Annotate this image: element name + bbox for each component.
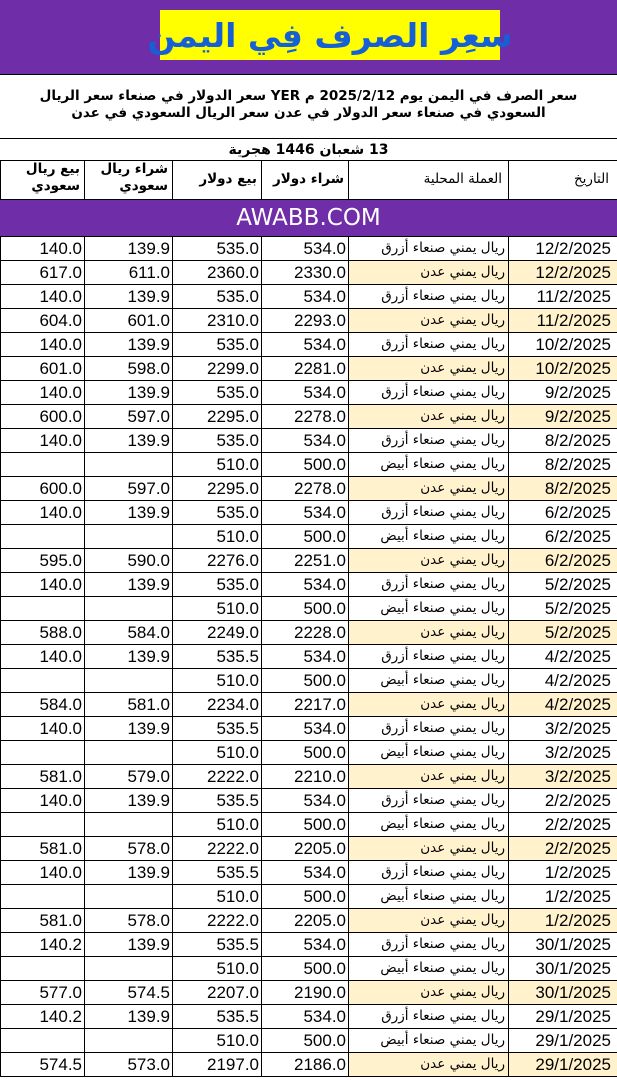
cell-usd-sell: 2276.0 <box>172 549 261 572</box>
cell-date: 10/2/2025 <box>508 357 617 380</box>
cell-currency: ريال يمني صنعاء أبيض <box>348 669 508 692</box>
cell-sar-buy: 579.0 <box>84 765 172 788</box>
cell-date: 1/2/2025 <box>508 909 617 932</box>
cell-date: 2/2/2025 <box>508 813 617 836</box>
cell-usd-sell: 2197.0 <box>172 1053 261 1076</box>
cell-currency: ريال يمني صنعاء أزرق <box>348 861 508 884</box>
cell-usd-buy: 534.0 <box>261 573 348 596</box>
table-row <box>0 549 617 573</box>
cell-sar-buy: 139.9 <box>84 333 172 356</box>
cell-sar-sell <box>0 1029 84 1052</box>
cell-sar-sell: 140.0 <box>0 237 84 260</box>
cell-sar-sell <box>0 597 84 620</box>
cell-date: 5/2/2025 <box>508 597 617 620</box>
cell-usd-buy: 500.0 <box>261 885 348 908</box>
table-row <box>0 405 617 429</box>
cell-usd-buy: 500.0 <box>261 813 348 836</box>
table-row <box>0 813 617 837</box>
cell-usd-buy: 2205.0 <box>261 909 348 932</box>
cell-usd-sell: 510.0 <box>172 453 261 476</box>
cell-usd-buy: 534.0 <box>261 717 348 740</box>
table-row <box>0 741 617 765</box>
cell-sar-sell: 584.0 <box>0 693 84 716</box>
cell-sar-buy: 590.0 <box>84 549 172 572</box>
cell-date: 3/2/2025 <box>508 717 617 740</box>
cell-currency: ريال يمني عدن <box>348 765 508 788</box>
cell-usd-buy: 500.0 <box>261 525 348 548</box>
cell-sar-buy: 598.0 <box>84 357 172 380</box>
cell-usd-sell: 2234.0 <box>172 693 261 716</box>
cell-usd-sell: 510.0 <box>172 741 261 764</box>
cell-currency: ريال يمني صنعاء أزرق <box>348 285 508 308</box>
cell-date: 6/2/2025 <box>508 549 617 572</box>
cell-date: 4/2/2025 <box>508 693 617 716</box>
cell-usd-sell: 2249.0 <box>172 621 261 644</box>
cell-sar-sell: 574.5 <box>0 1053 84 1076</box>
cell-currency: ريال يمني صنعاء أزرق <box>348 1005 508 1028</box>
cell-usd-sell: 2360.0 <box>172 261 261 284</box>
cell-sar-buy: 139.9 <box>84 789 172 812</box>
cell-currency: ريال يمني صنعاء أبيض <box>348 597 508 620</box>
cell-sar-sell: 140.0 <box>0 285 84 308</box>
cell-usd-sell: 510.0 <box>172 813 261 836</box>
cell-date: 8/2/2025 <box>508 477 617 500</box>
table-row <box>0 453 617 477</box>
cell-usd-buy: 534.0 <box>261 333 348 356</box>
cell-usd-sell: 535.5 <box>172 645 261 668</box>
cell-usd-sell: 2295.0 <box>172 405 261 428</box>
cell-usd-buy: 2293.0 <box>261 309 348 332</box>
cell-date: 3/2/2025 <box>508 741 617 764</box>
cell-date: 6/2/2025 <box>508 501 617 524</box>
cell-currency: ريال يمني عدن <box>348 405 508 428</box>
cell-sar-sell: 140.0 <box>0 861 84 884</box>
cell-sar-sell: 140.0 <box>0 717 84 740</box>
cell-sar-sell: 581.0 <box>0 909 84 932</box>
cell-sar-sell: 577.0 <box>0 981 84 1004</box>
cell-sar-sell: 140.0 <box>0 429 84 452</box>
cell-sar-buy: 574.5 <box>84 981 172 1004</box>
cell-sar-buy: 139.9 <box>84 573 172 596</box>
cell-sar-sell <box>0 525 84 548</box>
cell-sar-sell: 140.0 <box>0 381 84 404</box>
header-date: التاريخ <box>508 161 617 199</box>
cell-usd-buy: 534.0 <box>261 501 348 524</box>
cell-usd-sell: 510.0 <box>172 597 261 620</box>
cell-currency: ريال يمني صنعاء أزرق <box>348 429 508 452</box>
cell-usd-sell: 510.0 <box>172 1029 261 1052</box>
table-row <box>0 957 617 981</box>
cell-currency: ريال يمني عدن <box>348 909 508 932</box>
cell-date: 2/2/2025 <box>508 837 617 860</box>
cell-sar-buy: 573.0 <box>84 1053 172 1076</box>
table-row <box>0 645 617 669</box>
cell-usd-buy: 2217.0 <box>261 693 348 716</box>
cell-usd-buy: 534.0 <box>261 381 348 404</box>
cell-usd-sell: 2295.0 <box>172 477 261 500</box>
table-row <box>0 525 617 549</box>
cell-usd-buy: 534.0 <box>261 1005 348 1028</box>
table-row <box>0 909 617 933</box>
cell-usd-buy: 2190.0 <box>261 981 348 1004</box>
header-usd-buy: شراء دولار <box>261 161 348 199</box>
table-header <box>0 161 617 200</box>
cell-usd-buy: 534.0 <box>261 645 348 668</box>
cell-date: 12/2/2025 <box>508 237 617 260</box>
cell-currency: ريال يمني عدن <box>348 261 508 284</box>
cell-sar-buy: 139.9 <box>84 717 172 740</box>
cell-usd-sell: 535.5 <box>172 933 261 956</box>
rates-table-body <box>0 237 617 1077</box>
cell-currency: ريال يمني صنعاء أبيض <box>348 741 508 764</box>
cell-sar-buy: 597.0 <box>84 405 172 428</box>
cell-date: 29/1/2025 <box>508 1053 617 1076</box>
cell-sar-buy: 139.9 <box>84 237 172 260</box>
cell-date: 6/2/2025 <box>508 525 617 548</box>
table-row <box>0 1053 617 1077</box>
cell-usd-buy: 534.0 <box>261 237 348 260</box>
cell-usd-buy: 534.0 <box>261 861 348 884</box>
cell-date: 11/2/2025 <box>508 285 617 308</box>
table-row <box>0 981 617 1005</box>
cell-sar-buy: 139.9 <box>84 501 172 524</box>
header-currency: العملة المحلية <box>348 161 508 199</box>
cell-sar-sell: 581.0 <box>0 765 84 788</box>
cell-usd-sell: 535.5 <box>172 717 261 740</box>
table-row <box>0 621 617 645</box>
cell-usd-sell: 535.0 <box>172 333 261 356</box>
cell-usd-sell: 535.0 <box>172 381 261 404</box>
cell-currency: ريال يمني صنعاء أبيض <box>348 885 508 908</box>
cell-sar-sell: 601.0 <box>0 357 84 380</box>
cell-currency: ريال يمني عدن <box>348 477 508 500</box>
table-row <box>0 285 617 309</box>
cell-sar-sell: 600.0 <box>0 477 84 500</box>
cell-sar-buy: 611.0 <box>84 261 172 284</box>
cell-sar-buy: 601.0 <box>84 309 172 332</box>
cell-sar-sell <box>0 957 84 980</box>
site-name: AWABB.COM <box>236 205 381 231</box>
cell-sar-buy <box>84 597 172 620</box>
cell-usd-sell: 535.0 <box>172 237 261 260</box>
cell-currency: ريال يمني صنعاء أبيض <box>348 1029 508 1052</box>
cell-sar-buy: 584.0 <box>84 621 172 644</box>
cell-usd-sell: 2310.0 <box>172 309 261 332</box>
cell-sar-sell: 140.2 <box>0 933 84 956</box>
cell-usd-buy: 534.0 <box>261 429 348 452</box>
cell-currency: ريال يمني صنعاء أزرق <box>348 645 508 668</box>
table-row <box>0 861 617 885</box>
cell-sar-sell: 604.0 <box>0 309 84 332</box>
cell-currency: ريال يمني صنعاء أزرق <box>348 573 508 596</box>
cell-date: 1/2/2025 <box>508 861 617 884</box>
table-row <box>0 429 617 453</box>
cell-sar-buy <box>84 525 172 548</box>
cell-currency: ريال يمني عدن <box>348 357 508 380</box>
header-sar-sell: بيع ريال سعودي <box>0 161 84 199</box>
cell-usd-sell: 510.0 <box>172 525 261 548</box>
title-banner <box>0 0 617 75</box>
cell-currency: ريال يمني صنعاء أبيض <box>348 453 508 476</box>
cell-usd-sell: 535.5 <box>172 789 261 812</box>
cell-sar-buy: 139.9 <box>84 1005 172 1028</box>
cell-usd-buy: 500.0 <box>261 741 348 764</box>
cell-date: 30/1/2025 <box>508 957 617 980</box>
cell-usd-buy: 500.0 <box>261 597 348 620</box>
cell-sar-sell <box>0 885 84 908</box>
table-row <box>0 669 617 693</box>
cell-sar-buy: 139.9 <box>84 645 172 668</box>
cell-date: 9/2/2025 <box>508 381 617 404</box>
cell-usd-sell: 535.0 <box>172 285 261 308</box>
cell-currency: ريال يمني عدن <box>348 693 508 716</box>
cell-sar-buy <box>84 1029 172 1052</box>
cell-sar-sell <box>0 741 84 764</box>
cell-usd-sell: 535.5 <box>172 861 261 884</box>
cell-usd-buy: 2205.0 <box>261 837 348 860</box>
cell-sar-sell: 140.0 <box>0 573 84 596</box>
cell-sar-sell: 581.0 <box>0 837 84 860</box>
cell-date: 30/1/2025 <box>508 933 617 956</box>
table-row <box>0 597 617 621</box>
cell-date: 9/2/2025 <box>508 405 617 428</box>
cell-date: 11/2/2025 <box>508 309 617 332</box>
cell-usd-sell: 535.5 <box>172 1005 261 1028</box>
cell-sar-buy <box>84 813 172 836</box>
description-text: سعر الصرف في اليمن يوم 2025/2/12 م YER سعر الدولار في صنعاء سعر الريال السعودي في صنعاء سعر الدولار في عدن سعر الريال السعودي في عدن <box>0 75 617 139</box>
cell-currency: ريال يمني صنعاء أزرق <box>348 333 508 356</box>
cell-sar-buy: 581.0 <box>84 693 172 716</box>
table-row <box>0 501 617 525</box>
cell-sar-buy <box>84 669 172 692</box>
table-row <box>0 477 617 501</box>
cell-date: 8/2/2025 <box>508 453 617 476</box>
cell-usd-sell: 2222.0 <box>172 837 261 860</box>
cell-sar-buy <box>84 741 172 764</box>
cell-currency: ريال يمني عدن <box>348 309 508 332</box>
cell-sar-buy: 139.9 <box>84 861 172 884</box>
table-row <box>0 237 617 261</box>
cell-date: 8/2/2025 <box>508 429 617 452</box>
cell-usd-buy: 534.0 <box>261 789 348 812</box>
cell-sar-sell: 140.2 <box>0 1005 84 1028</box>
cell-usd-sell: 535.0 <box>172 573 261 596</box>
cell-date: 10/2/2025 <box>508 333 617 356</box>
cell-sar-sell <box>0 669 84 692</box>
table-row <box>0 357 617 381</box>
cell-usd-buy: 2186.0 <box>261 1053 348 1076</box>
cell-sar-buy: 597.0 <box>84 477 172 500</box>
table-row <box>0 933 617 957</box>
header-usd-sell: بيع دولار <box>172 161 261 199</box>
cell-sar-sell: 588.0 <box>0 621 84 644</box>
table-row <box>0 693 617 717</box>
cell-date: 5/2/2025 <box>508 573 617 596</box>
table-row <box>0 381 617 405</box>
cell-date: 2/2/2025 <box>508 789 617 812</box>
table-row <box>0 837 617 861</box>
cell-usd-buy: 500.0 <box>261 453 348 476</box>
cell-sar-buy: 578.0 <box>84 909 172 932</box>
cell-currency: ريال يمني صنعاء أبيض <box>348 525 508 548</box>
cell-usd-sell: 535.0 <box>172 501 261 524</box>
cell-currency: ريال يمني عدن <box>348 549 508 572</box>
cell-usd-sell: 535.0 <box>172 429 261 452</box>
cell-sar-buy: 139.9 <box>84 933 172 956</box>
page-title: سعِر الصرف فِي اليمن <box>147 15 513 55</box>
cell-date: 30/1/2025 <box>508 981 617 1004</box>
cell-date: 4/2/2025 <box>508 645 617 668</box>
cell-usd-buy: 534.0 <box>261 285 348 308</box>
cell-usd-buy: 500.0 <box>261 669 348 692</box>
cell-sar-buy <box>84 453 172 476</box>
title-box <box>147 10 513 60</box>
cell-usd-buy: 2278.0 <box>261 405 348 428</box>
table-row <box>0 261 617 285</box>
cell-date: 1/2/2025 <box>508 885 617 908</box>
cell-usd-sell: 510.0 <box>172 669 261 692</box>
cell-usd-sell: 2222.0 <box>172 765 261 788</box>
cell-sar-buy: 578.0 <box>84 837 172 860</box>
cell-usd-buy: 2251.0 <box>261 549 348 572</box>
cell-currency: ريال يمني عدن <box>348 837 508 860</box>
cell-sar-buy: 139.9 <box>84 381 172 404</box>
cell-sar-sell: 595.0 <box>0 549 84 572</box>
header-sar-buy: شراء ريال سعودي <box>84 161 172 199</box>
cell-usd-buy: 534.0 <box>261 933 348 956</box>
table-row <box>0 309 617 333</box>
cell-date: 3/2/2025 <box>508 765 617 788</box>
cell-date: 4/2/2025 <box>508 669 617 692</box>
cell-usd-buy: 2278.0 <box>261 477 348 500</box>
cell-date: 12/2/2025 <box>508 261 617 284</box>
cell-sar-sell <box>0 453 84 476</box>
cell-currency: ريال يمني صنعاء أبيض <box>348 813 508 836</box>
table-row <box>0 789 617 813</box>
cell-currency: ريال يمني صنعاء أزرق <box>348 381 508 404</box>
cell-usd-buy: 2210.0 <box>261 765 348 788</box>
table-row <box>0 1029 617 1053</box>
cell-sar-buy: 139.9 <box>84 429 172 452</box>
cell-usd-sell: 2299.0 <box>172 357 261 380</box>
cell-usd-buy: 500.0 <box>261 1029 348 1052</box>
cell-sar-buy <box>84 957 172 980</box>
table-row <box>0 573 617 597</box>
cell-usd-sell: 2222.0 <box>172 909 261 932</box>
cell-sar-sell: 140.0 <box>0 645 84 668</box>
cell-currency: ريال يمني عدن <box>348 981 508 1004</box>
cell-sar-buy <box>84 885 172 908</box>
cell-sar-buy: 139.9 <box>84 285 172 308</box>
cell-currency: ريال يمني صنعاء أزرق <box>348 237 508 260</box>
cell-currency: ريال يمني صنعاء أزرق <box>348 501 508 524</box>
cell-sar-sell: 140.0 <box>0 789 84 812</box>
table-row <box>0 717 617 741</box>
cell-sar-sell: 617.0 <box>0 261 84 284</box>
cell-usd-sell: 510.0 <box>172 885 261 908</box>
cell-sar-sell: 140.0 <box>0 501 84 524</box>
table-row <box>0 333 617 357</box>
site-banner <box>0 200 617 237</box>
cell-currency: ريال يمني صنعاء أزرق <box>348 789 508 812</box>
table-row <box>0 885 617 909</box>
cell-sar-sell: 600.0 <box>0 405 84 428</box>
cell-date: 5/2/2025 <box>508 621 617 644</box>
hijri-date: 13 شعبان 1446 هجرية <box>0 140 617 161</box>
cell-usd-sell: 510.0 <box>172 957 261 980</box>
cell-currency: ريال يمني صنعاء أزرق <box>348 717 508 740</box>
cell-currency: ريال يمني صنعاء أزرق <box>348 933 508 956</box>
cell-usd-buy: 2330.0 <box>261 261 348 284</box>
cell-sar-sell: 140.0 <box>0 333 84 356</box>
cell-sar-sell <box>0 813 84 836</box>
cell-currency: ريال يمني عدن <box>348 1053 508 1076</box>
cell-date: 29/1/2025 <box>508 1029 617 1052</box>
table-row <box>0 765 617 789</box>
cell-usd-buy: 2228.0 <box>261 621 348 644</box>
cell-date: 29/1/2025 <box>508 1005 617 1028</box>
cell-usd-sell: 2207.0 <box>172 981 261 1004</box>
cell-usd-buy: 500.0 <box>261 957 348 980</box>
cell-currency: ريال يمني صنعاء أبيض <box>348 957 508 980</box>
cell-currency: ريال يمني عدن <box>348 621 508 644</box>
table-row <box>0 1005 617 1029</box>
cell-usd-buy: 2281.0 <box>261 357 348 380</box>
